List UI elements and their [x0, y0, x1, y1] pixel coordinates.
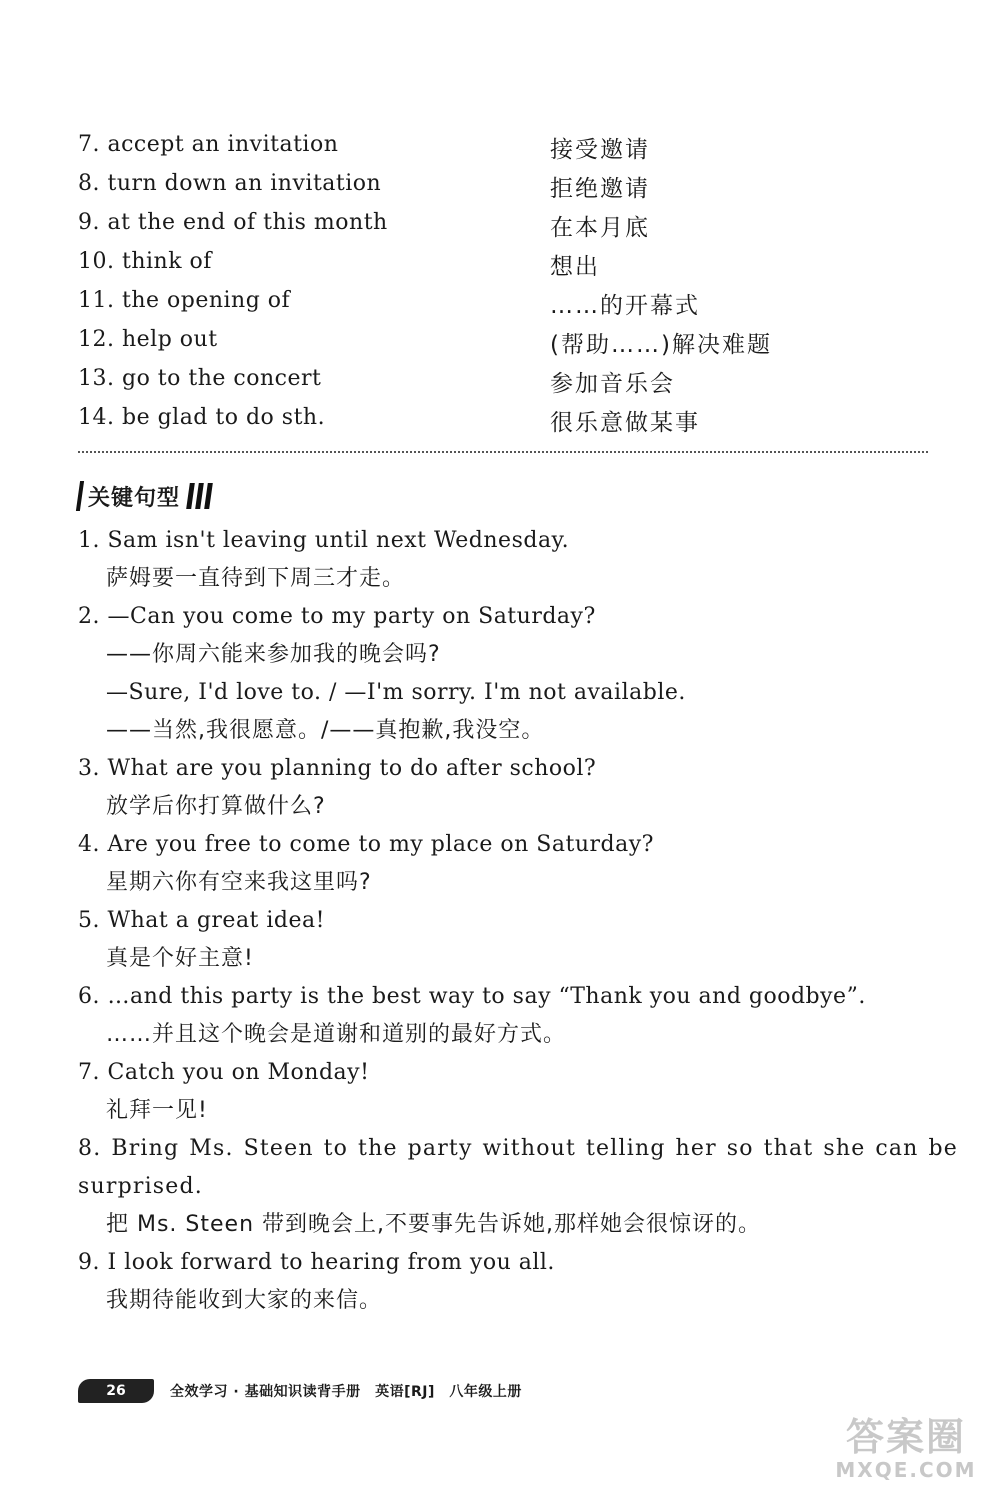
phrase-english: 11. the opening of	[78, 288, 291, 313]
sentence-english: 7. Catch you on Monday!	[78, 1060, 370, 1085]
phrase-english: 14. be glad to do sth.	[78, 405, 326, 430]
sentence-item	[78, 826, 958, 902]
sentence-item	[78, 1054, 958, 1130]
sentence-item	[78, 522, 958, 598]
phrase-row	[78, 206, 938, 245]
phrase-row	[78, 362, 938, 401]
phrase-row	[78, 128, 938, 167]
section-heading	[78, 480, 211, 512]
phrase-row	[78, 323, 938, 362]
page-number: 26	[78, 1379, 154, 1403]
sentence-english: 5. What a great idea!	[78, 908, 325, 933]
sentence-chinese-reply: ——当然,我很愿意。/——真抱歉,我没空。	[106, 718, 545, 743]
sentence-chinese: ——你周六能来参加我的晚会吗?	[106, 642, 441, 667]
sentence-chinese: 星期六你有空来我这里吗?	[106, 870, 372, 895]
section-title: 关键句型	[88, 485, 181, 511]
sentence-english: 4. Are you free to come to my place on Saturday?	[78, 832, 654, 857]
sentence-english: 2. —Can you come to my party on Saturday?	[78, 604, 596, 629]
heading-stripes-icon	[188, 483, 211, 509]
phrase-english: 7. accept an invitation	[78, 132, 339, 157]
phrase-list	[78, 128, 938, 440]
watermark-logo-text: 答案圈	[845, 1415, 966, 1459]
sentence-chinese: 萨姆要一直待到下周三才走。	[106, 566, 406, 591]
sentence-english: 6. …and this party is the best way to say “Thank you and goodbye”.	[78, 984, 866, 1009]
sentence-item	[78, 598, 958, 750]
phrase-row	[78, 167, 938, 206]
phrase-english: 9. at the end of this month	[78, 210, 388, 235]
phrase-chinese: 拒绝邀请	[550, 176, 650, 202]
sentence-item	[78, 1244, 958, 1320]
phrase-chinese: 在本月底	[550, 215, 650, 241]
sentence-chinese: 礼拜一见!	[106, 1098, 208, 1123]
watermark-logo	[826, 1415, 986, 1495]
phrase-chinese: 想出	[550, 254, 600, 280]
sentence-item	[78, 750, 958, 826]
sentence-english: 8. Bring Ms. Steen to the party without telling her so that she can be surprised.	[78, 1136, 958, 1199]
footer-book-title: 全效学习 · 基础知识读背手册 英语[RJ] 八年级上册	[170, 1384, 522, 1400]
phrase-english: 8. turn down an invitation	[78, 171, 382, 196]
phrase-chinese: 参加音乐会	[550, 371, 675, 397]
watermark-url: MXQE.COM	[835, 1458, 977, 1482]
phrase-row	[78, 245, 938, 284]
sentence-item	[78, 978, 958, 1054]
sentence-english: 3. What are you planning to do after school?	[78, 756, 597, 781]
dotted-divider	[78, 451, 928, 453]
sentence-chinese: ……并且这个晚会是道谢和道别的最好方式。	[106, 1022, 567, 1047]
phrase-chinese: 很乐意做某事	[550, 410, 700, 436]
sentence-chinese: 真是个好主意!	[106, 946, 254, 971]
sentence-chinese: 把 Ms. Steen 带到晚会上,不要事先告诉她,那样她会很惊讶的。	[106, 1212, 762, 1237]
phrase-english: 13. go to the concert	[78, 366, 322, 391]
sentence-item	[78, 902, 958, 978]
phrase-row	[78, 401, 938, 440]
page-footer	[78, 1378, 522, 1404]
phrase-english: 10. think of	[78, 249, 212, 274]
phrase-chinese: (帮助……)解决难题	[550, 332, 772, 358]
sentence-english-reply: —Sure, I'd love to. / —I'm sorry. I'm not available.	[106, 680, 686, 705]
sentence-chinese: 我期待能收到大家的来信。	[106, 1288, 383, 1313]
sentence-english: 1. Sam isn't leaving until next Wednesday.	[78, 528, 570, 553]
phrase-chinese: 接受邀请	[550, 137, 650, 163]
phrase-row	[78, 284, 938, 323]
phrase-chinese: ……的开幕式	[550, 293, 700, 319]
phrase-english: 12. help out	[78, 327, 218, 352]
sentence-item	[78, 1130, 958, 1244]
sentence-chinese: 放学后你打算做什么?	[106, 794, 326, 819]
sentence-list	[78, 522, 958, 1320]
heading-bar-icon	[76, 481, 84, 511]
sentence-english: 9. I look forward to hearing from you all.	[78, 1250, 555, 1275]
